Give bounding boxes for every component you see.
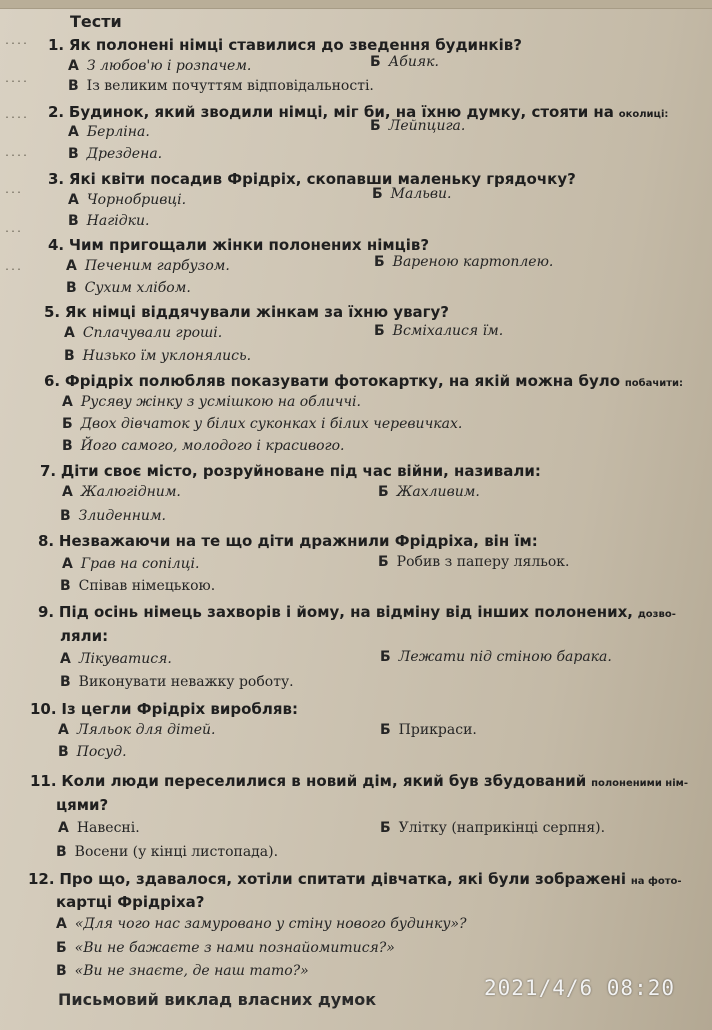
question-10: [30, 700, 298, 718]
option-text: Абияк.: [388, 54, 439, 70]
option-6-a: [62, 394, 361, 410]
question-9: [38, 603, 676, 621]
option-letter: Б: [370, 118, 381, 134]
option-6-b: [62, 416, 462, 432]
option-text: Мальви.: [390, 186, 452, 202]
option-letter: В: [62, 438, 73, 454]
option-letter: В: [64, 348, 75, 364]
option-text: Його самого, молодого і красивого.: [80, 438, 345, 454]
option-4-b: [374, 254, 553, 270]
question-1: [48, 36, 522, 54]
option-text: Навесні.: [76, 820, 140, 836]
option-letter: В: [60, 508, 71, 524]
margin-dots: ....: [4, 36, 29, 47]
option-3-a: [68, 192, 186, 208]
option-letter: А: [68, 124, 79, 140]
option-text: Із великим почуттям відповідальності.: [86, 78, 374, 94]
question-8: [38, 532, 538, 550]
question-12-continuation: [56, 893, 204, 911]
option-text: Посуд.: [76, 744, 127, 760]
option-letter: В: [66, 280, 77, 296]
option-letter: Б: [56, 940, 67, 956]
question-number: 3.: [48, 170, 65, 188]
option-12-b: [56, 940, 395, 956]
option-text: Сухим хлібом.: [84, 280, 191, 296]
question-12: [28, 870, 682, 888]
option-11-a: [58, 820, 140, 836]
option-2-b: [370, 118, 465, 134]
question-5: [44, 303, 449, 321]
margin-dots: ...: [4, 262, 23, 273]
question-number: 4.: [48, 236, 65, 254]
question-text-small: побачити:: [624, 378, 684, 389]
option-text: З любов'ю і розпачем.: [86, 58, 252, 74]
option-text: Жалюгідним.: [80, 484, 181, 500]
option-letter: В: [68, 78, 79, 94]
option-4-a: [66, 258, 230, 274]
option-text: Всміхалися їм.: [392, 323, 504, 339]
question-number: 11.: [30, 772, 57, 790]
option-letter: В: [68, 146, 79, 162]
option-12-a: [56, 916, 467, 932]
question-number: 10.: [30, 700, 57, 718]
question-number: 12.: [28, 870, 55, 888]
question-9-continuation: [60, 627, 108, 645]
question-2: [48, 103, 668, 121]
option-text: Русяву жінку з усмішкою на обличчі.: [80, 394, 361, 410]
option-9-a: [60, 651, 172, 667]
option-5-b: [374, 323, 503, 339]
option-text: Чорнобривці.: [86, 192, 187, 208]
option-letter: Б: [62, 416, 73, 432]
option-10-b: [380, 722, 477, 738]
question-11-continuation: [56, 796, 108, 814]
option-9-c: [60, 674, 294, 690]
option-text: «Ви не знаєте, де наш тато?»: [74, 963, 309, 979]
photo-timestamp: 2021/4/6 08:20: [484, 976, 676, 1000]
option-4-c: [66, 280, 191, 296]
margin-dots: ....: [4, 110, 29, 121]
option-11-c: [56, 844, 278, 860]
option-letter: В: [60, 578, 71, 594]
option-text: Лейпцига.: [388, 118, 466, 134]
option-letter: Б: [380, 722, 391, 738]
option-text: Злиденним.: [78, 508, 167, 524]
option-2-a: [68, 124, 150, 140]
option-letter: Б: [380, 820, 391, 836]
option-8-a: [62, 556, 199, 572]
option-11-b: [380, 820, 605, 836]
option-letter: А: [56, 916, 67, 932]
option-5-a: [64, 325, 222, 341]
question-text: Діти своє місто, розруйноване під час війни, називали:: [60, 462, 541, 480]
section-title: Тести: [70, 12, 122, 31]
option-12-c: [56, 963, 309, 979]
option-text: Лежати під стіною барака.: [398, 649, 612, 665]
question-text: Незважаючи на те що діти дражнили Фрідріха, він їм:: [58, 532, 538, 550]
option-8-c: [60, 578, 215, 594]
option-text: Вареною картоплею.: [392, 254, 554, 270]
question-6: [44, 372, 683, 390]
option-letter: А: [64, 325, 75, 341]
option-letter: В: [56, 844, 67, 860]
option-letter: Б: [374, 254, 385, 270]
option-letter: А: [68, 58, 79, 74]
question-3: [48, 170, 576, 188]
question-number: 1.: [48, 36, 65, 54]
question-number: 9.: [38, 603, 55, 621]
option-text: Лікуватися.: [78, 651, 172, 667]
option-6-c: [62, 438, 345, 454]
question-text: цями?: [56, 796, 109, 814]
option-letter: Б: [378, 484, 389, 500]
question-text: ляли:: [60, 627, 109, 645]
question-text: Чим пригощали жінки полонених німців?: [68, 236, 430, 254]
option-3-c: [68, 213, 149, 229]
option-5-c: [64, 348, 251, 364]
option-text: Восени (у кінці листопада).: [74, 844, 279, 860]
option-letter: А: [62, 484, 73, 500]
option-letter: В: [56, 963, 67, 979]
question-text: Про що, здавалося, хотіли спитати дівчатка, які були зображені: [59, 870, 627, 888]
option-letter: А: [68, 192, 79, 208]
question-text: Будинок, який зводили німці, міг би, на їхню думку, стояти на: [68, 103, 614, 121]
option-text: Співав німецькою.: [78, 578, 216, 594]
option-letter: А: [60, 651, 71, 667]
previous-page-edge: [0, 0, 712, 9]
option-text: Робив з паперу ляльок.: [396, 554, 570, 570]
question-text: Які квіти посадив Фрідріх, скопавши маленьку грядочку?: [68, 170, 576, 188]
option-text: Жахливим.: [396, 484, 480, 500]
option-text: Грав на сопілці.: [80, 556, 200, 572]
option-10-c: [58, 744, 127, 760]
question-text-small: на фото-: [630, 876, 682, 887]
question-text: картці Фрідріха?: [56, 893, 205, 911]
question-text-small: дозво-: [637, 609, 676, 620]
margin-dots: ...: [4, 224, 23, 235]
option-letter: Б: [374, 323, 385, 339]
question-text: Фрідріх полюбляв показувати фотокартку, на якій можна було: [64, 372, 621, 390]
question-text-small: околиці:: [618, 109, 669, 120]
option-letter: А: [66, 258, 77, 274]
question-11: [30, 772, 688, 790]
option-letter: Б: [370, 54, 381, 70]
option-7-a: [62, 484, 181, 500]
question-number: 8.: [38, 532, 55, 550]
question-text: Як німці віддячували жінкам за їхню увагу?: [64, 303, 449, 321]
option-3-b: [372, 186, 452, 202]
question-number: 6.: [44, 372, 61, 390]
question-text: Коли люди переселилися в новий дім, який був збудований: [61, 772, 587, 790]
option-text: Сплачували гроші.: [82, 325, 223, 341]
option-text: Низько їм уклонялись.: [82, 348, 252, 364]
option-7-b: [378, 484, 480, 500]
option-letter: Б: [378, 554, 389, 570]
option-letter: А: [62, 394, 73, 410]
question-number: 2.: [48, 103, 65, 121]
margin-dots: ....: [4, 148, 29, 159]
option-7-c: [60, 508, 166, 524]
question-text: Як полонені німці ставилися до зведення будинків?: [68, 36, 522, 54]
option-text: Прикраси.: [398, 722, 477, 738]
option-letter: А: [58, 722, 69, 738]
option-text: Дрездена.: [86, 146, 163, 162]
question-4: [48, 236, 429, 254]
option-letter: В: [60, 674, 71, 690]
section-footer-title: Письмовий виклад власних думок: [58, 990, 377, 1009]
option-letter: А: [62, 556, 73, 572]
option-2-c: [68, 146, 162, 162]
option-letter: В: [58, 744, 69, 760]
option-text: Двох дівчаток у білих суконках і білих черевичках.: [80, 416, 463, 432]
option-letter: А: [58, 820, 69, 836]
option-9-b: [380, 649, 612, 665]
option-text: «Для чого нас замуровано у стіну нового будинку»?: [74, 916, 467, 932]
option-1-a: [68, 58, 251, 74]
margin-dots: ....: [4, 74, 29, 85]
question-7: [40, 462, 541, 480]
option-8-b: [378, 554, 570, 570]
option-text: Улітку (наприкінці серпня).: [398, 820, 606, 836]
option-letter: Б: [372, 186, 383, 202]
option-text: Берліна.: [86, 124, 150, 140]
question-text: Із цегли Фрідріх виробляв:: [61, 700, 298, 718]
option-text: Виконувати неважку роботу.: [78, 674, 294, 690]
question-text: Під осінь німець захворів і йому, на відміну від інших полонених,: [58, 603, 633, 621]
question-number: 7.: [40, 462, 57, 480]
option-1-b: [370, 54, 439, 70]
margin-dots: ...: [4, 185, 23, 196]
option-text: Нагідки.: [86, 213, 150, 229]
option-1-c: [68, 78, 374, 94]
option-10-a: [58, 722, 215, 738]
option-text: Печеним гарбузом.: [84, 258, 230, 274]
option-text: Ляльок для дітей.: [76, 722, 216, 738]
option-letter: В: [68, 213, 79, 229]
question-number: 5.: [44, 303, 61, 321]
option-text: «Ви не бажаєте з нами познайомитися?»: [74, 940, 395, 956]
question-text-small: полоненими нім-: [591, 778, 688, 789]
option-letter: Б: [380, 649, 391, 665]
